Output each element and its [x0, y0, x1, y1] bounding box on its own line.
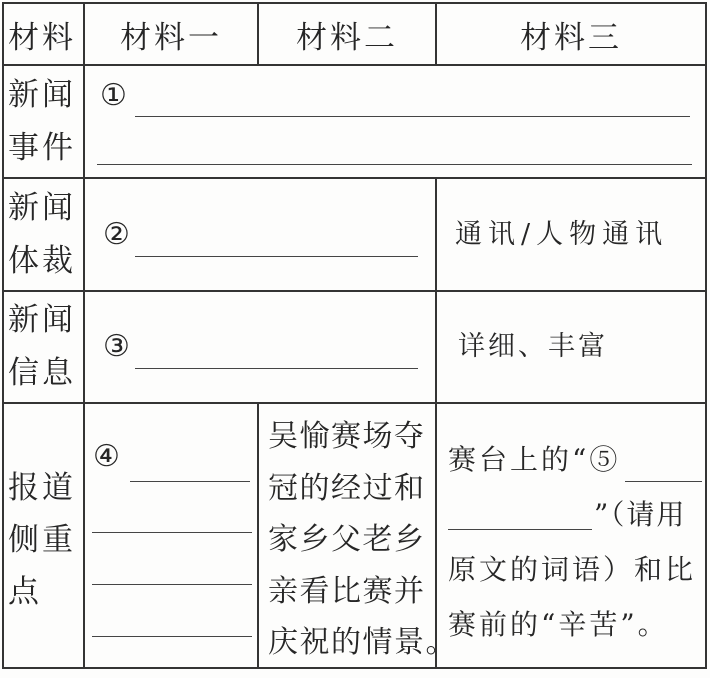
report-focus-material3-cell — [435, 402, 707, 669]
row-label-line: 新闻 — [8, 302, 76, 338]
text-line: 赛前的“辛苦”。 — [448, 608, 669, 641]
blank-marker-1: ① — [100, 78, 127, 113]
answer-blank-line-5a — [625, 481, 702, 482]
news-info-answer-cell — [83, 290, 437, 404]
answer-blank-line — [92, 584, 252, 585]
row-label-line: 侧重 — [8, 522, 76, 558]
row-label-line: 报道 — [8, 470, 76, 506]
row-label-news-info — [2, 290, 85, 404]
news-genre-answer-cell — [83, 177, 437, 292]
header-label-text: 材料 — [8, 19, 76, 56]
report-focus-material2-cell — [257, 402, 457, 669]
header-cell-label — [2, 2, 85, 66]
answer-blank-line — [130, 481, 250, 482]
answer-blank-line — [135, 256, 418, 257]
text-line: 冠的经过和 — [268, 470, 426, 506]
blank-marker-2: ② — [103, 217, 130, 252]
news-info-material3-cell — [435, 290, 707, 404]
text-line: 庆祝的情景。 — [268, 625, 457, 660]
header-material2-text: 材料二 — [296, 19, 398, 56]
blank-marker-4: ④ — [93, 439, 120, 474]
answer-blank-line — [92, 532, 252, 533]
row-label-line: 新闻 — [8, 76, 76, 113]
answer-blank-line — [135, 116, 690, 117]
row-label-line: 事件 — [8, 129, 76, 166]
header-cell-material1 — [83, 2, 259, 66]
row-label-line: 点 — [8, 574, 42, 610]
report-focus-material1-cell — [83, 402, 259, 669]
report-focus-material2-text — [268, 411, 457, 669]
header-material3-text: 材料三 — [520, 19, 622, 56]
text-line: 原文的词语）和比 — [448, 553, 697, 586]
row-label-news-genre — [2, 177, 85, 292]
answer-blank-line — [97, 164, 692, 165]
header-cell-material3 — [435, 2, 707, 66]
answer-blank-line — [135, 368, 418, 369]
text-line: 家乡父老乡 — [268, 522, 426, 557]
row-label-line: 体裁 — [8, 242, 76, 279]
row-label-news-event — [2, 64, 85, 179]
text-line: 赛台上的“⑤ — [448, 443, 621, 476]
header-material1-text: 材料一 — [120, 19, 222, 56]
news-info-material3-text: 详细、丰富 — [458, 331, 608, 362]
header-cell-material2 — [257, 2, 437, 66]
news-genre-material3-text: 通讯/人物通讯 — [455, 219, 669, 250]
text-line: 吴愉赛场夺 — [268, 419, 426, 454]
text-line: ”（请用 — [594, 498, 687, 531]
text-line: 亲看比赛并 — [268, 573, 426, 609]
answer-blank-line — [92, 636, 252, 637]
row-label-report-focus — [2, 402, 85, 669]
news-event-answer-cell — [83, 64, 707, 179]
news-genre-material3-cell — [435, 177, 707, 292]
row-label-line: 信息 — [8, 355, 76, 391]
row-label-line: 新闻 — [8, 189, 76, 226]
blank-marker-3: ③ — [103, 329, 130, 364]
answer-blank-line-5b — [448, 529, 592, 530]
